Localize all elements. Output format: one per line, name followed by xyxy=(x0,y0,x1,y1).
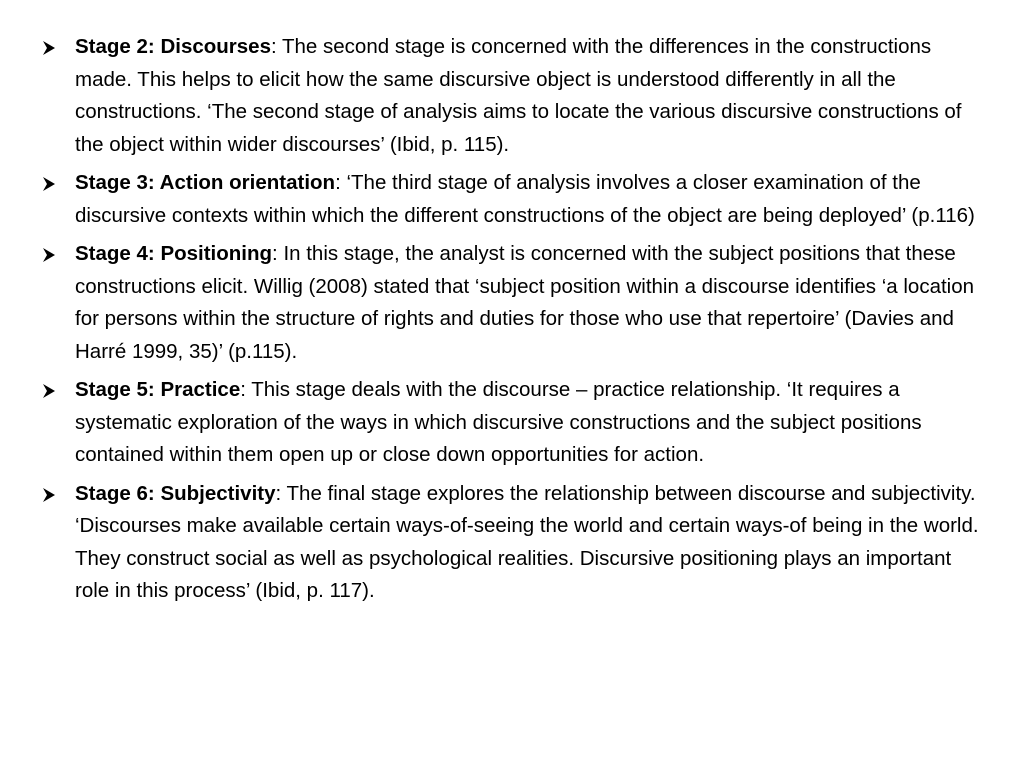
arrowhead-bullet-icon xyxy=(42,488,56,502)
stage-description: : This stage deals with the discourse – practice relationship. ‘It requires a systematic exploration of the ways in which discursive constructions and the subject positions contained within them open up or close down opportunities for action. xyxy=(75,378,922,466)
stage-description: : The final stage explores the relationship between discourse and subjectivity. ‘Discourses make available certain ways-of-seeing the world and certain ways-of being in the world. They construct social as well as psychological realities. Discursive positioning plays an important role in this process’ (Ibid, p. 117). xyxy=(75,481,979,602)
list-item-stage-2 xyxy=(42,31,984,161)
list-item-stage-4 xyxy=(42,238,984,368)
stage-heading: Stage 4: Positioning xyxy=(75,242,273,265)
list-item-stage-3 xyxy=(42,167,984,232)
stage-description: : ‘The third stage of analysis involves a closer examination of the discursive contexts within which the different constructions of the object are being deployed’ (p.116) xyxy=(75,171,975,227)
arrowhead-bullet-icon xyxy=(42,41,56,55)
stage-heading: Stage 3: Action orientation xyxy=(75,171,336,194)
list-item-stage-5 xyxy=(42,374,984,472)
arrowhead-bullet-icon xyxy=(42,384,56,398)
stage-description: : In this stage, the analyst is concerned with the subject positions that these constructions elicit. Willig (2008) stated that ‘subject position within a discourse identifies ‘a location for persons within the structure of rights and duties for those who use that repertoire’ (Davies and Harré 1999, 35)’ (p.115). xyxy=(75,242,975,363)
stage-description: : The second stage is concerned with the differences in the constructions made. This helps to elicit how the same discursive object is understood differently in all the constructions. ‘The second stage of analysis aims to locate the various discursive constructions of the object within wider discourses’ (Ibid, p. 115). xyxy=(75,35,962,156)
list-item-stage-6 xyxy=(42,478,984,608)
stage-list xyxy=(42,31,984,608)
arrowhead-bullet-icon xyxy=(42,177,56,191)
arrowhead-bullet-icon xyxy=(42,248,56,262)
stage-heading: Stage 5: Practice xyxy=(75,378,241,401)
stage-heading: Stage 2: Discourses xyxy=(75,35,271,58)
stage-heading: Stage 6: Subjectivity xyxy=(75,481,276,505)
